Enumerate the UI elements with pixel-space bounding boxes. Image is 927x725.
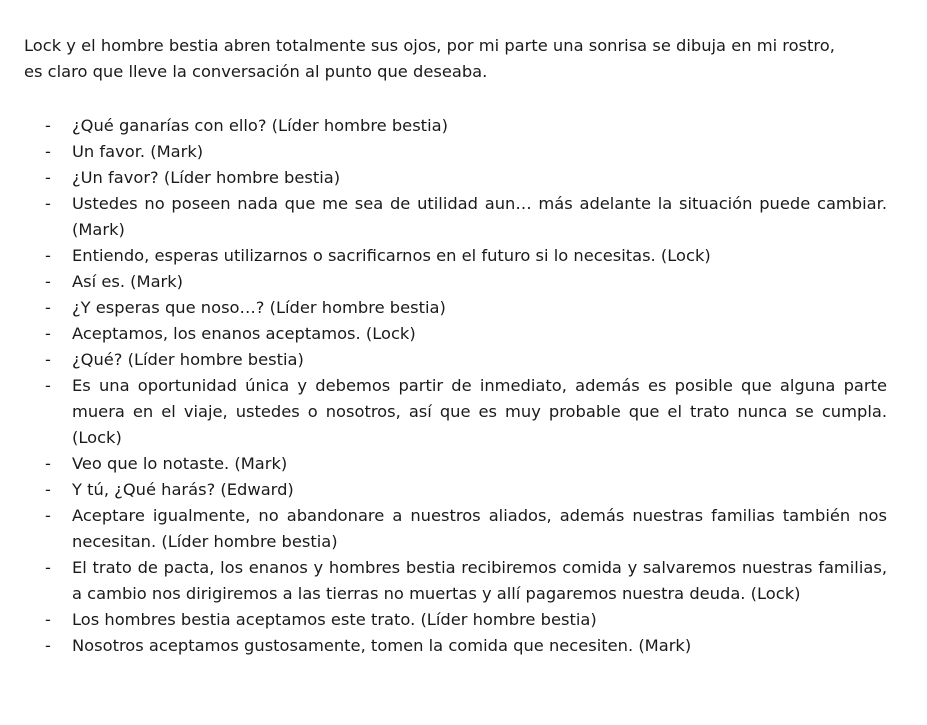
dialogue-text: Así es. (Mark) <box>72 272 184 291</box>
dialogue-text: Veo que lo notaste. (Mark) <box>72 454 288 473</box>
bullet-dash: - <box>45 324 51 343</box>
intro-line-1: Lock y el hombre bestia abren totalmente sus ojos, por mi parte una sonrisa se dibuja en mi rostro, <box>24 36 835 55</box>
dialogue-text: Entiendo, esperas utilizarnos o sacrificarnos en el futuro si lo necesitas. (Lock) <box>72 246 711 265</box>
bullet-dash: - <box>45 376 51 395</box>
dialogue-line <box>24 165 887 191</box>
dialogue-text: Los hombres bestia aceptamos este trato. (Líder hombre bestia) <box>72 610 597 629</box>
dialogue-line <box>24 139 887 165</box>
dialogue-text: Un favor. (Mark) <box>72 142 204 161</box>
bullet-dash: - <box>45 636 51 655</box>
dialogue-text: ¿Qué? (Líder hombre bestia) <box>72 350 304 369</box>
dialogue-line <box>24 113 887 139</box>
dialogue-text: Aceptare igualmente, no abandonare a nuestros aliados, además nuestras familias también nos necesitan. (Líder hombre bestia) <box>72 506 887 551</box>
dialogue-text: ¿Un favor? (Líder hombre bestia) <box>72 168 341 187</box>
dialogue-text: El trato de pacta, los enanos y hombres bestia recibiremos comida y salvaremos nuestras familias, a cambio nos dirigiremos a las tierras no muertas y allí pagaremos nuestra deuda. (Lock) <box>72 558 887 603</box>
dialogue-text: ¿Qué ganarías con ello? (Líder hombre bestia) <box>72 116 448 135</box>
dialogue-text: Nosotros aceptamos gustosamente, tomen la comida que necesiten. (Mark) <box>72 636 692 655</box>
dialogue-line <box>24 607 887 633</box>
dialogue-line <box>24 295 887 321</box>
dialogue-text: Ustedes no poseen nada que me sea de utilidad aun… más adelante la situación puede cambiar. (Mark) <box>72 194 887 239</box>
dialogue-line <box>24 347 887 373</box>
dialogue-line <box>24 269 887 295</box>
dialogue-line <box>24 503 887 555</box>
dialogue-line <box>24 477 887 503</box>
bullet-dash: - <box>45 142 51 161</box>
bullet-dash: - <box>45 116 51 135</box>
dialogue-text: ¿Y esperas que noso…? (Líder hombre bestia) <box>72 298 446 317</box>
dialogue-line <box>24 555 887 607</box>
intro-line-2: es claro que lleve la conversación al punto que deseaba. <box>24 62 488 81</box>
dialogue-text: Es una oportunidad única y debemos partir de inmediato, además es posible que alguna parte muera en el viaje, ustedes o nosotros, así que es muy probable que el trato nunca se cumpla. (Lock) <box>72 376 887 447</box>
dialogue-line <box>24 243 887 269</box>
dialogue-line <box>24 373 887 451</box>
dialogue-line <box>24 451 887 477</box>
bullet-dash: - <box>45 298 51 317</box>
dialogue-line <box>24 191 887 243</box>
bullet-dash: - <box>45 194 51 213</box>
bullet-dash: - <box>45 610 51 629</box>
dialogue-text: Y tú, ¿Qué harás? (Edward) <box>72 480 294 499</box>
bullet-dash: - <box>45 168 51 187</box>
bullet-dash: - <box>45 454 51 473</box>
bullet-dash: - <box>45 558 51 577</box>
dialogue-line <box>24 633 887 659</box>
bullet-dash: - <box>45 246 51 265</box>
bullet-dash: - <box>45 350 51 369</box>
dialogue-list <box>24 113 887 659</box>
intro-paragraph <box>24 33 887 85</box>
dialogue-line <box>24 321 887 347</box>
bullet-dash: - <box>45 272 51 291</box>
bullet-dash: - <box>45 480 51 499</box>
dialogue-text: Aceptamos, los enanos aceptamos. (Lock) <box>72 324 416 343</box>
bullet-dash: - <box>45 506 51 525</box>
